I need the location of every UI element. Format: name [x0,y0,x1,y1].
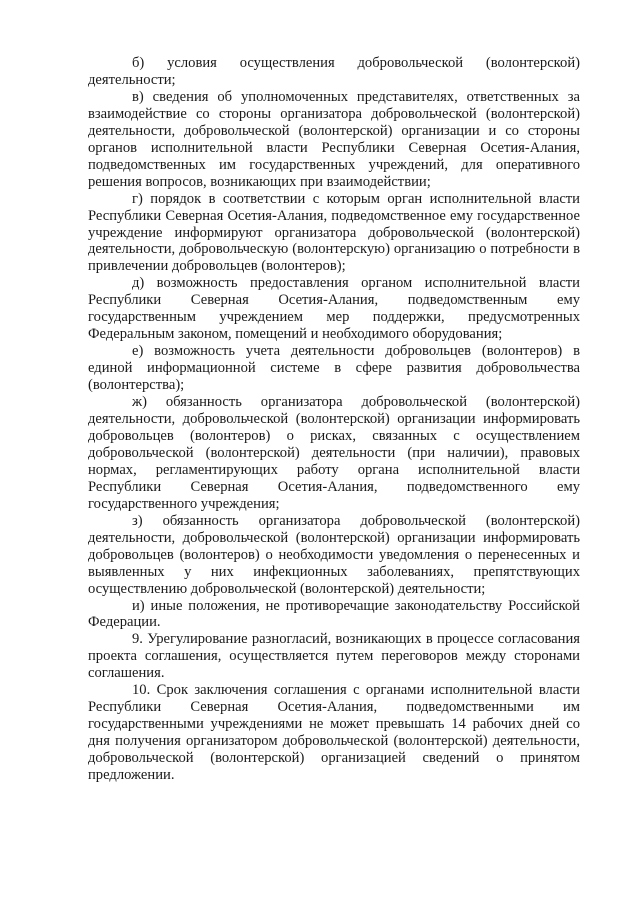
paragraph-v: в) сведения об уполномоченных представителях, ответственных за взаимодействие со стороны организатора добровольческой (волонтерской) деятельности, добровольческой (волонтерской) организации и со стороны органов исполнительной власти Республики Северная Осетия-Алания, подведомственных им государственных учреждений, для оперативного решения вопросов, возникающих при взаимодействии; [88,88,580,190]
clause-10: 10. Срок заключения соглашения с органами исполнительной власти Республики Северная Осетия-Алания, подведомственными им государственными учреждениями не может превышать 14 рабочих дней со дня получения организатором добровольческой (волонтерской) деятельности, добровольческой (волонтерской) организацией сведений о принятом предложении. [88,682,580,784]
paragraph-b: б) условия осуществления добровольческой (волонтерской) деятельности; [88,55,580,88]
paragraph-d: д) возможность предоставления органом исполнительной власти Республики Северная Осетия-Алания, подведомственным ему государственным учреждением мер поддержки, предусмотренных Федеральным законом, помещений и необходимого оборудования; [88,275,580,343]
clause-9: 9. Урегулирование разногласий, возникающих в процессе согласования проекта соглашения, осуществляется путем переговоров между сторонами соглашения. [88,631,580,682]
paragraph-zh: ж) обязанность организатора добровольческой (волонтерской) деятельности, добровольческой (волонтерской) организации информировать добровольцев (волонтеров) о рисках, связанных с осуществлением добровольческой (волонтерской) деятельности (при наличии), правовых нормах, регламентирующих работу органа исполнительной власти Республики Северная Осетия-Алания, подведомственного ему государственного учреждения; [88,394,580,512]
paragraph-g: г) порядок в соответствии с которым орган исполнительной власти Республики Северная Осетия-Алания, подведомственное ему государственное учреждение информируют организатора добровольческой (волонтерской) деятельности, добровольческую (волонтерскую) организацию о потребности в привлечении добровольцев (волонтеров); [88,190,580,275]
paragraph-i: и) иные положения, не противоречащие законодательству Российской Федерации. [88,597,580,631]
document-body [88,55,580,784]
paragraph-e: е) возможность учета деятельности добровольцев (волонтеров) в единой информационной системе в сфере развития добровольчества (волонтерства); [88,343,580,394]
paragraph-z: з) обязанность организатора добровольческой (волонтерской) деятельности, добровольческой (волонтерской) организации информировать добровольцев (волонтеров) о необходимости уведомления о перенесенных и выявленных у них инфекционных заболеваниях, препятствующих осуществлению добровольческой (волонтерской) деятельности; [88,512,580,597]
